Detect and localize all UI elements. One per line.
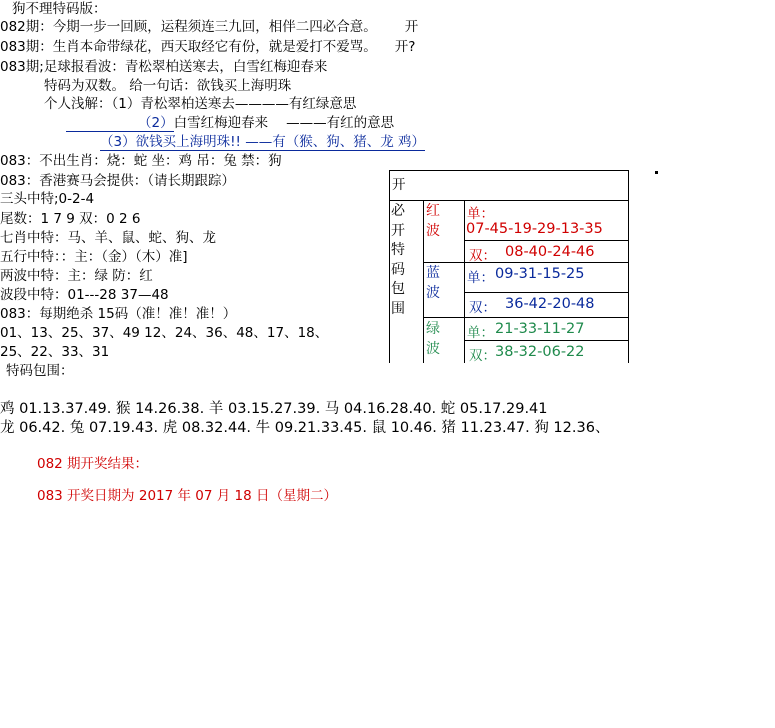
tail-line: 尾数：1 7 9 双：0 2 6 — [0, 211, 141, 227]
zodiac-row-2: 龙 06.42. 兔 07.19.43. 虎 08.32.44. 牛 09.21.33.45. 鼠 10.46. 猪 11.23.47. 狗 12.36、 — [0, 420, 610, 436]
line-082: 082期：今期一步一回顾，运程须连三九回，相伴二四必合意。 开 — [0, 19, 419, 35]
red-double-label: 双： — [469, 248, 496, 264]
five-line: 五行中特：：主：（金）（木）准] — [0, 249, 188, 265]
blue-wave-label: 蓝 波 — [426, 265, 440, 301]
explanation-3: （3）欲钱买上海明珠!! ——有（猴、狗、猪、龙 鸡） — [100, 134, 425, 150]
page-title: 狗不理特码版： — [12, 1, 107, 17]
result-083-date: 083 开奖日期为 2017 年 07 月 18 日（星期二） — [37, 488, 338, 504]
rule-left — [66, 131, 138, 132]
wave-line: 两波中特：主：绿 防：红 — [0, 268, 153, 284]
line-083b: 083期;足球报看波：青松翠柏送寒去，白雪红梅迎春来 — [0, 59, 328, 75]
package-table — [389, 170, 629, 363]
green-double-nums: 38-32-06-22 — [495, 344, 585, 360]
seven-line: 七肖中特：马、羊、鼠、蛇、狗、龙 — [0, 230, 216, 246]
blue-single-label: 单： — [467, 270, 494, 286]
green-wave-label: 绿 波 — [426, 321, 440, 357]
kill-nums-1: 01、13、25、37、49 12、24、36、48、17、18、 — [0, 325, 329, 341]
green-single-nums: 21-33-11-27 — [495, 321, 585, 337]
explanation-2: （2）白雪红梅迎春来 ———有红的意思 — [138, 115, 395, 131]
kill-line: 083：每期绝杀 15码（准！准！准！） — [0, 306, 237, 322]
blue-double-label: 双： — [469, 300, 496, 316]
green-double-label: 双： — [469, 348, 496, 364]
result-082: 082 期开奖结果： — [37, 456, 149, 472]
red-wave-label: 红 波 — [426, 203, 440, 239]
band-line: 波段中特：01---28 37—48 — [0, 287, 169, 303]
hint-line: 特码为双数。 给一句话：欲钱买上海明珠 — [44, 78, 292, 94]
red-single-nums: 07-45-19-29-13-35 — [466, 221, 603, 237]
table-side-label: 必 开 特 码 包 围 — [391, 203, 405, 317]
package-label: 特码包围： — [6, 363, 74, 379]
head3-line: 三头中特;0-2-4 — [0, 191, 95, 207]
not-born-line: 083：不出生肖：烧：蛇 坐：鸡 吊：兔 禁：狗 — [0, 153, 282, 169]
hk-line: 083：香港赛马会提供：（请长期跟踪） — [0, 173, 236, 189]
explanation-1: 个人浅解：（1）青松翠柏送寒去————有红绿意思 — [44, 96, 357, 112]
blue-double-nums: 36-42-20-48 — [505, 296, 595, 312]
blue-single-nums: 09-31-15-25 — [495, 266, 585, 282]
table-header: 开 — [392, 177, 406, 193]
green-single-label: 单： — [467, 325, 494, 341]
kill-nums-2: 25、22、33、31 — [0, 344, 110, 360]
stray-dot — [655, 171, 658, 174]
red-double-nums: 08-40-24-46 — [505, 244, 595, 260]
zodiac-row-1: 鸡 01.13.37.49. 猴 14.26.38. 羊 03.15.27.39. 马 04.16.28.40. 蛇 05.17.29.41 — [0, 401, 548, 417]
red-single-label: 单： — [467, 206, 494, 222]
line-083a: 083期：生肖本命带绿花，西天取经它有份，就是爱打不爱骂。 开? — [0, 39, 416, 55]
